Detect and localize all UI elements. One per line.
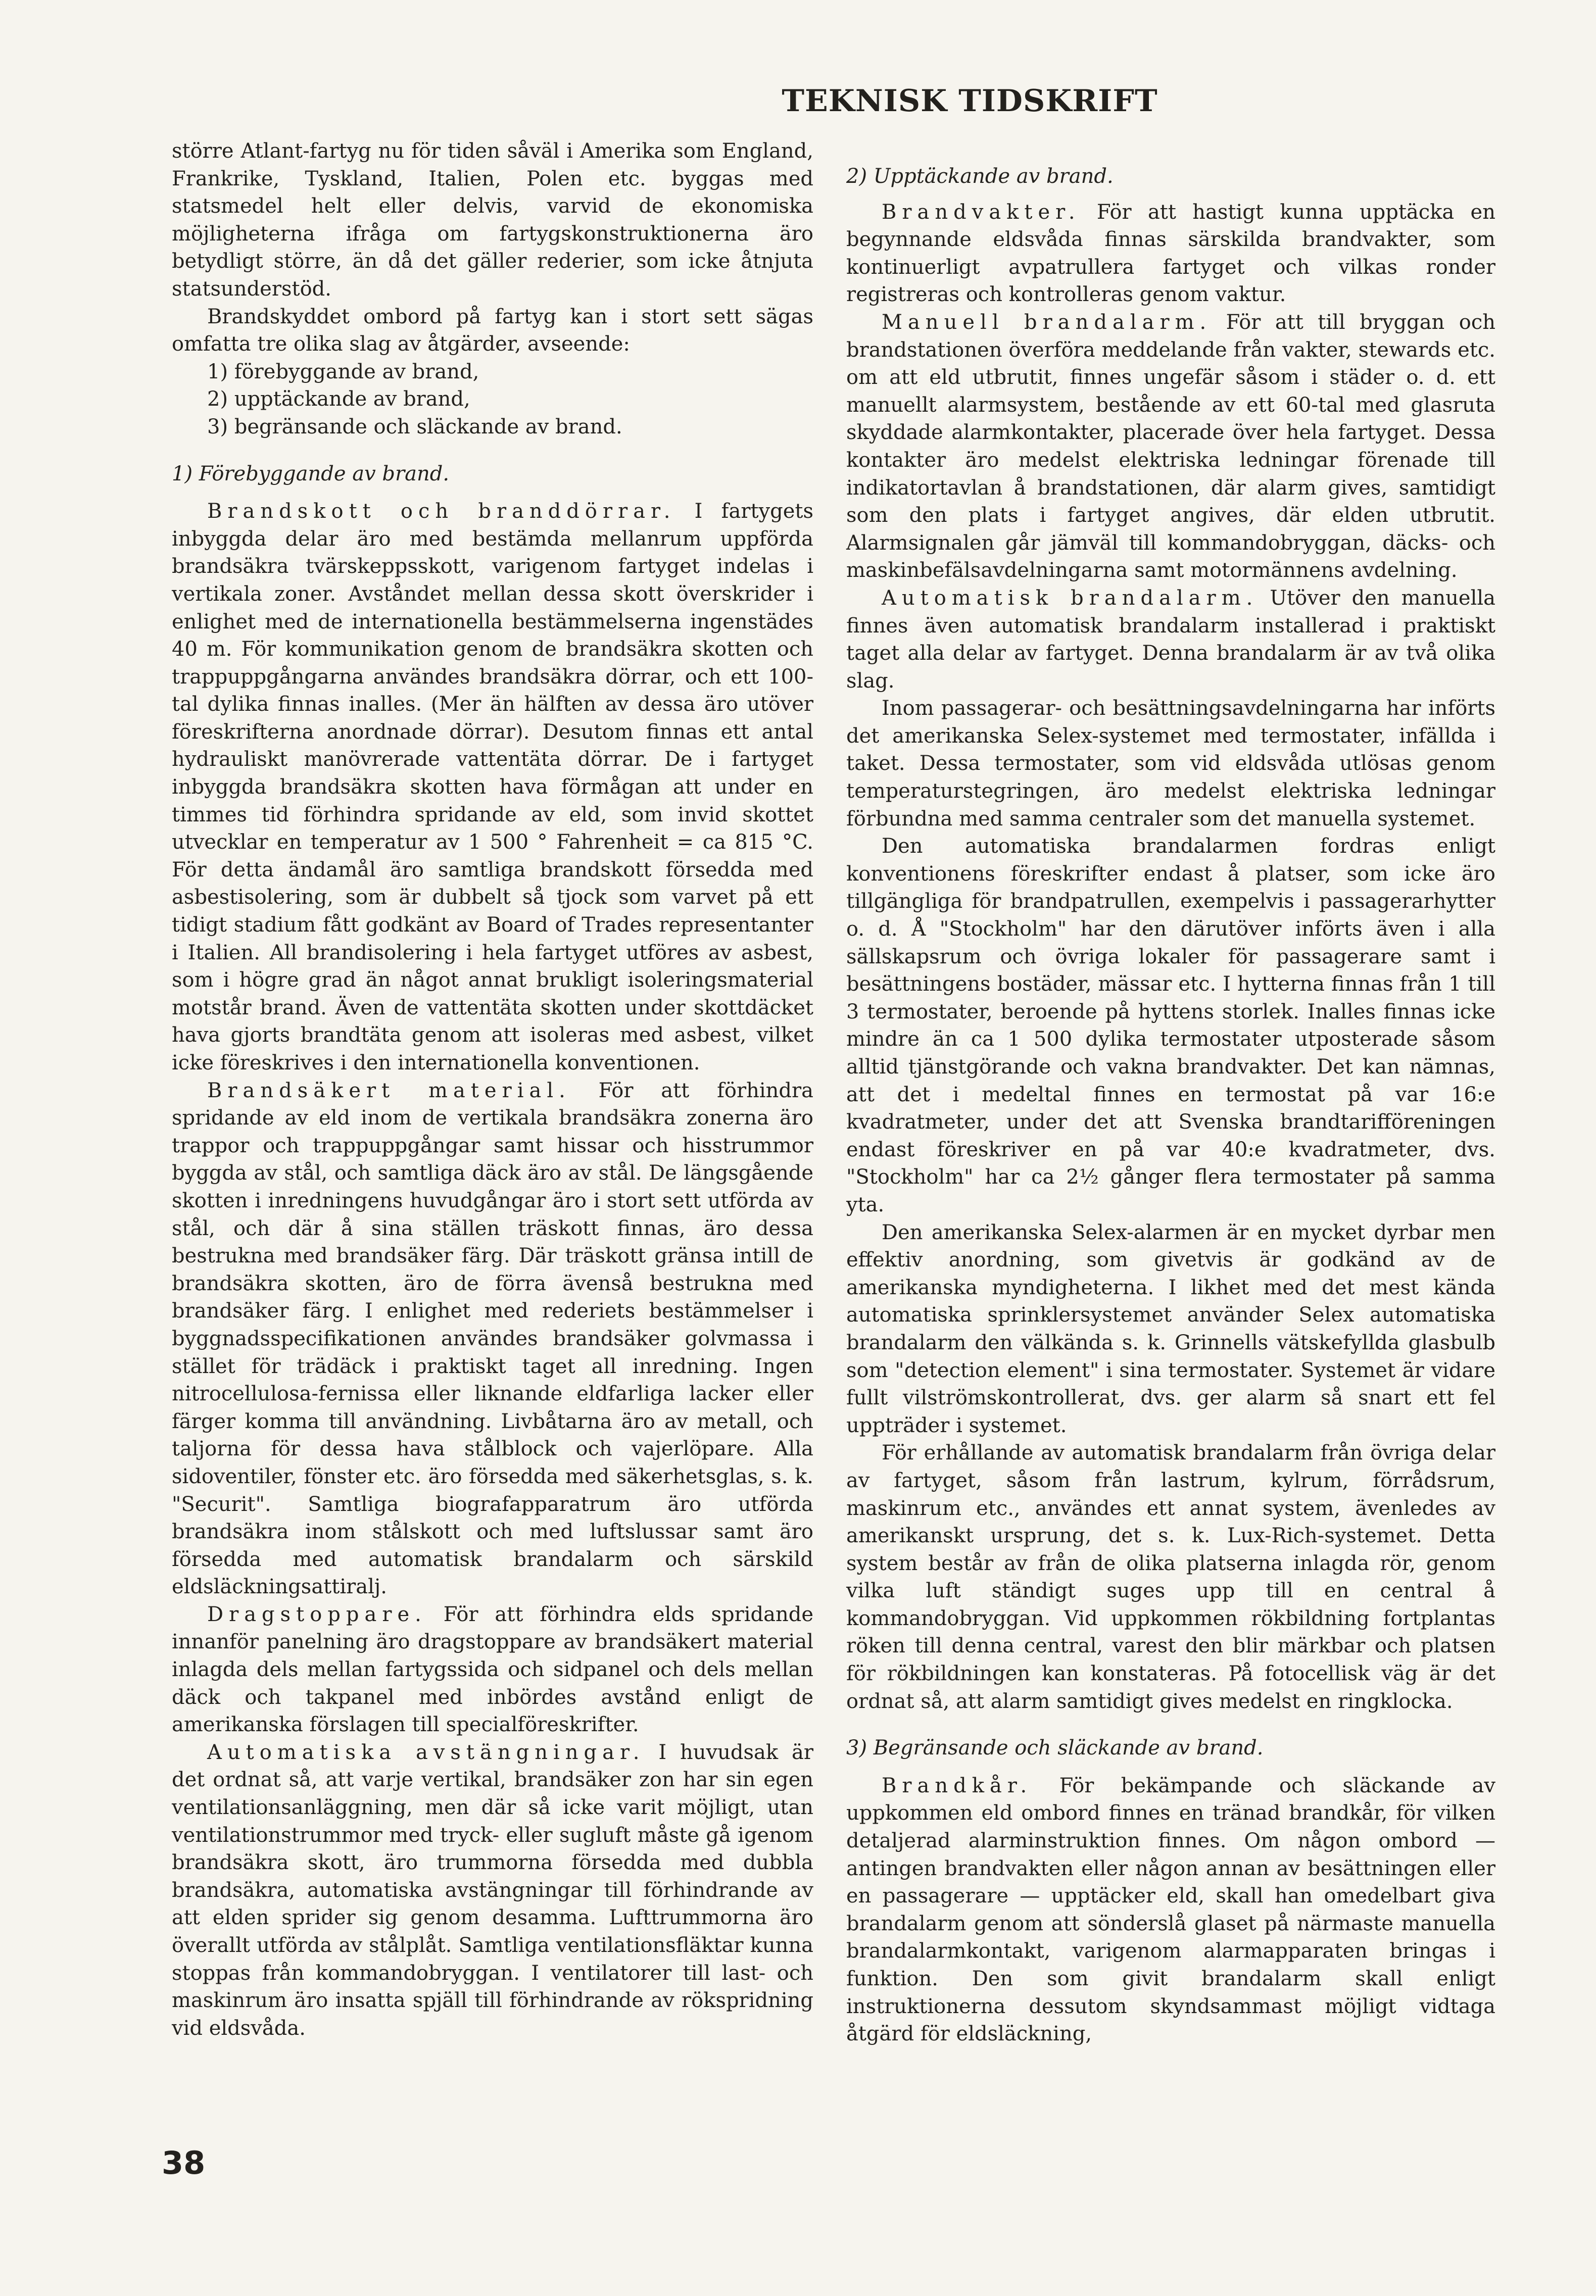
left-column xyxy=(172,137,813,2042)
paragraph xyxy=(846,309,1495,584)
paragraph-body: I huvudsak är det ordnat så, att varje vertikal, brandsäker zon har sin egen ventilationsanläggning, men där så icke varit möjligt, utan ventilationstrummor med tryck- eller sugluft måste gå igenom brandsäkra skott, äro trummorna försedda med dubbla brandsäkra, automatiska avstängningar till förhindrande av att elden sprider sig genom desamma. Lufttrummorna äro överallt utförda av stålplåt. Samtliga ventilationsfläktar kunna stoppas från kommandobryggan. I ventilatorer till last- och maskinrum äro insatta spjäll till förhindrande av rökspridning vid eldsvåda. xyxy=(172,1740,814,2040)
section-heading: 2) Upptäckande av brand. xyxy=(846,165,1114,188)
paragraph-body: För att förhindra elds spridande innanför panelning äro dragstoppare av brandsäkert material inlagda dels mellan fartygssida och sidpanel och dels mellan däck och takpanel med inbördes avstånd enligt de amerikanska förslagen till specialföreskrifter. xyxy=(172,1602,813,1737)
list-item: 1) förebyggande av brand, xyxy=(207,360,479,383)
paragraph: Inom passagerar- och besättningsavdelningarna har införts det amerikanska Selex-systemet med termostater, infällda i taket. Dessa termostater, som vid eldsvåda utlösas genom temperaturstegringen, äro medelst elektriska ledningar förbundna med samma centraler som det manuella systemet. xyxy=(846,697,1495,831)
paragraph-body: I fartygets inbyggda delar äro med bestämda mellanrum uppförda brandsäkra tvärskeppsskott, varigenom fartyget indelas i vertikala zoner. Avståndet mellan dessa skott överskrider i enlighet med de internationella bestämmelserna ingenstädes 40 m. För kommunikation genom de brandsäkra skotten och trappuppgångarna användes brandsäkra dörrar, och ett 100-tal dylika finnas inalles. (Mer än hälften av dessa äro utöver föreskrifterna anordnade dörrar). Desutom finnas ett antal hydrauliskt manövrerade vattentäta dörrar. De i fartyget inbyggda brandsäkra skotten hava förmågan att under en timmes tid förhindra spridande av eld, som invid skottet utvecklar en temperatur av 1 500 ° Fahrenheit = ca 815 °C. För detta ändamål äro samtliga brandskott försedda med asbestisolering, som är dubbelt så tjock som varvet på ett tidigt stadium fått godkänt av Board of Trades representanter i Italien. All brandisolering i hela fartyget utföres av asbest, som i högre grad än något annat brukligt isoleringsmaterial motstår brand. Även de vattentäta skotten under skottdäcket hava gjorts brandtäta genom att isoleras med asbest, vilket icke föreskrives i den internationella konventionen. xyxy=(172,500,813,1074)
paragraph xyxy=(172,1601,813,1739)
paragraph xyxy=(172,1739,813,2042)
paragraph-body: För bekämpande och släckande av uppkommen eld ombord finnes en tränad brandkår, för vilken detaljerad alarminstruktion finnes. Om någon ombord — antingen brandvakten eller någon annan av besättningen eller en passagerare — upptäcker eld, skall han omedelbart giva brandalarm genom att sönderslå glaset på närmaste manuella brandalarmkontakt, varigenom alarmapparaten bringas i funktion. Den som givit brandalarm skall enligt instruktionerna dessutom skyndsammast möjligt vidtaga åtgärd för eldsläckning, xyxy=(846,1774,1495,2046)
paragraph xyxy=(172,1077,813,1601)
section-heading: 1) Förebyggande av brand. xyxy=(172,462,450,485)
paragraph: Den amerikanska Selex-alarmen är en mycket dyrbar men effektiv anordning, som givetvis är godkänd av de amerikanska myndigheterna. I likhet med det mest kända automatiska sprinklersystemet använder Selex automatiska brandalarm den välkända s. k. Grinnells vätskefyllda glasbulb som "detection element" i sina termostater. Systemet är vidare fullt vilströmskontrollerat, dvs. ger alarm så snart ett fel uppträder i systemet. xyxy=(846,1220,1495,1437)
paragraph xyxy=(846,584,1495,695)
run-in-heading: Manuell brandalarm. xyxy=(882,310,1212,334)
run-in-heading: Automatiska avstängningar. xyxy=(207,1740,645,1764)
paragraph: För erhållande av automatisk brandalarm från övriga delar av fartyget, såsom från lastrum, kylrum, förrådsrum, maskinrum etc., användes ett annat system, ävenledes av amerikanskt ursprung, det s. k. Lux-Rich-systemet. Detta system består av från de olika platserna inlagda rör, genom vilka luft ständigt suges upp till en central å kommandobryggan. Vid uppkommen rökbildning fortplantas röken till denna central, varest den blir märkbar och platsen för rökbildningen kan konstateras. På fotocellisk väg är det ordnat så, att alarm samtidigt gives medelst en ringklocka. xyxy=(846,1441,1495,1713)
paragraph-body: För att hastigt kunna upptäcka en begynnande eldsvåda finnas särskilda brandvakter, som kontinuerligt avpatrullera fartyget och vilkas ronder registreras och kontrolleras genom vaktur. xyxy=(846,200,1495,307)
paragraph-body: För att till bryggan och brandstationen överföra meddelande från vakter, stewards etc. om att eld utbrutit, finnes ungefär såsom i städer o. d. ett manuellt alarmsystem, bestående av ett 60-tal med glasruta skyddade alarmkontakter, placerade över hela fartyget. Dessa kontakter äro medelst elektriska ledningar förenade till indikatortavlan å brandstationen, där alarm gives, samtidigt som den plats i fartyget angives, där elden utbrutit. Alarmsignalen går jämväl till kommandobryggan, däcks- och maskinbefälsavdelningarna samt motormännens avdelning. xyxy=(846,310,1495,582)
running-header xyxy=(0,83,1596,119)
paragraph xyxy=(846,1772,1495,2048)
page-number: 38 xyxy=(162,2144,206,2181)
journal-title: TEKNISK TIDSKRIFT xyxy=(782,83,1158,119)
paragraph: större Atlant-fartyg nu för tiden såväl i Amerika som England, Frankrike, Tyskland, Italien, Polen etc. byggas med statsmedel helt eller delvis, varvid de ekonomiska möjligheterna ifråga om fartygskonstruktionerna äro betydligt större, än då det gäller rederier, som icke åtnjuta statsunderstöd. xyxy=(172,139,813,301)
right-column xyxy=(846,163,1495,2048)
paragraph: Den automatiska brandalarmen fordras enligt konventionens föreskrifter endast å platser, som icke äro tillgängliga för brandpatrullen, exempelvis i passagerarhytter o. d. Å "Stockholm" har den därutöver införts även i alla sällskapsrum och övriga lokaler för passagerare samt i besättningens bostäder, mässar etc. I hytterna finnas från 1 till 3 termostater, beroende på hyttens storlek. Inalles finnas icke mindre än ca 1 500 dylika termostater utposterade såsom alltid tjänstgörande och vakna brandvakter. Det kan nämnas, att det i medeltal finnes en termostat på var 16:e kvadratmeter, under det att Svenska brandtarifföreningen endast föreskriver en på var 40:e kvadratmeter, dvs. "Stockholm" har ca 2½ gånger flera termostater på samma yta. xyxy=(846,835,1495,1216)
run-in-heading: Automatisk brandalarm. xyxy=(882,586,1259,610)
run-in-heading: Dragstoppare. xyxy=(207,1602,427,1626)
list-item: 3) begränsande och släckande av brand. xyxy=(207,415,622,438)
paragraph-body: Utöver den manuella finnes även automatisk brandalarm installerad i praktiskt taget alla delar av fartyget. Denna brandalarm är av två olika slag. xyxy=(846,586,1495,693)
paragraph: Brandskyddet ombord på fartyg kan i stort sett sägas omfatta tre olika slag av åtgärder, avseende: xyxy=(172,305,813,356)
run-in-heading: Brandsäkert material. xyxy=(207,1079,571,1102)
section-heading: 3) Begränsande och släckande av brand. xyxy=(846,1736,1264,1760)
run-in-heading: Brandvakter. xyxy=(882,200,1081,224)
run-in-heading: Brandkår. xyxy=(882,1774,1033,1797)
list-item: 2) upptäckande av brand, xyxy=(207,387,470,411)
paragraph-body: För att förhindra spridande av eld inom de vertikala brandsäkra zonerna äro trappor och trappuppgångar samt hissar och hisstrummor byggda av stål, och samtliga däck äro av stål. De längsgående skotten i inredningens huvudgångar äro i stort sett utförda av stål, och där å sina ställen träskott finnas, äro dessa bestrukna med brandsäker färg. Där träskott gränsa intill de brandsäkra skotten, äro de förra ävenså bestrukna med brandsäker färg. I enlighet med rederiets bestämmelser i byggnadsspecifikationen användes brandsäker golvmassa i stället för trädäck i praktiskt taget all inredning. Ingen nitrocellulosa-fernissa eller liknande eldfarliga lacker eller färger komma till användning. Livbåtarna äro av metall, och taljorna för dessa hava stålblock och vajerlöpare. Alla sidoventiler, fönster etc. äro försedda med säkerhetsglas, s. k. "Securit". Samtliga biografapparatrum äro utförda brandsäkra inom stålskott och med luftslussar samt äro försedda med automatisk brandalarm och särskild eldsläckningsattiralj. xyxy=(172,1079,814,1599)
paragraph xyxy=(172,498,813,1077)
paragraph xyxy=(846,199,1495,309)
run-in-heading: Brandskott och branddörrar. xyxy=(207,500,676,523)
